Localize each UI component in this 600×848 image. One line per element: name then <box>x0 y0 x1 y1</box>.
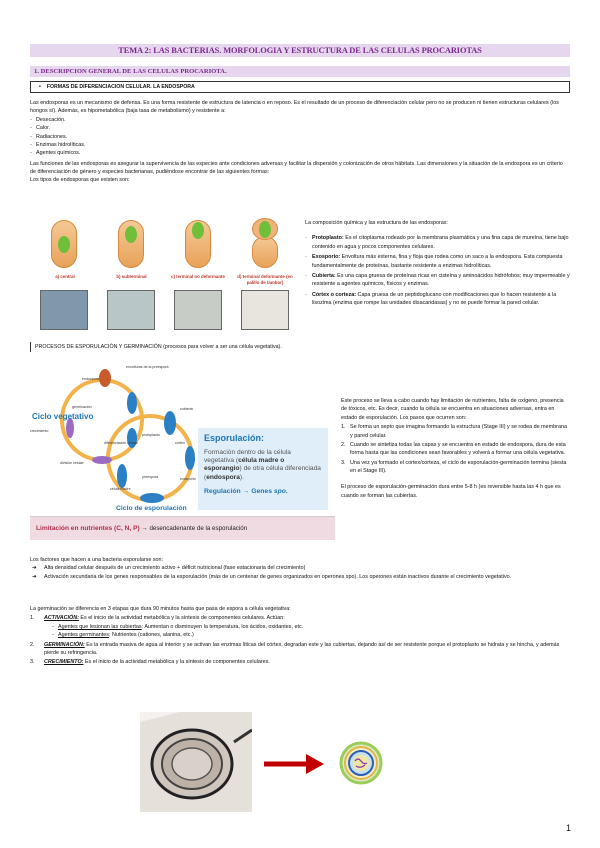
micrograph-image <box>107 290 155 330</box>
text-span: Es la entrada masiva de agua al interior y se activan las enzimas líticas del córtex, degradan este y las cubiertas, dejando así de ser resistente porque el protoplasto se hidrata y se hincha, y además pierde su refringencia. <box>44 641 560 656</box>
cell-drumstick <box>252 236 278 268</box>
term: Córtex o corteza: <box>312 291 357 298</box>
micrograph-image <box>40 290 88 330</box>
cycle-label: exosporio <box>180 477 196 481</box>
term: Protoplasto: <box>312 235 344 242</box>
intro-paragraph: Las endosporas es un mecanismo de defensa. Es una forma resistente de estructura de latencia o en reposo. Es el resultado de un proceso de diferenciación celular pero no se producen ni tienen estructuras celulares (los hongos sí). Además, es hipometabólica (baja tasa de metabolismo) y resistente a: <box>30 100 559 115</box>
definition: Capa gruesa de un peptidoglucano con modificaciones que lo hacen resistente a la lisozima (enzima que rompe las unidades disacaridasas) y no se puede formar la pared celular. <box>312 291 557 306</box>
sub-item <box>52 631 570 639</box>
cell-icon <box>99 369 111 387</box>
micrograph-image <box>241 290 289 330</box>
list-item: - Desecación. <box>30 116 570 124</box>
factor-text: Activación secundaria de los genes responsables de la esporulación (más de un centenar de genes organizados en operones spo). Los operones están inactivos durante el crecimiento vegetativo. <box>44 573 512 580</box>
term: ACTIVACIÓN: <box>44 615 79 622</box>
text-span: ). <box>239 473 244 481</box>
endospore-types-figure <box>30 212 300 332</box>
factor-text: Alta densidad celular después de un crecimiento activo + déficit nutricional (fase estacionaria del crecimiento) <box>44 565 306 572</box>
term: GERMINACIÓN: <box>44 641 85 648</box>
list-item: 3. Una vez ya formado el cortex/corteza, el ciclo de esporulación-germinación termina (siesta en el Stage III). <box>341 459 567 474</box>
list-item: 2. Cuando se sintetiza todas las capas y se encuentra en estado de endospora, dura de esta forma hasta que las condiciones sean favorables y volverá a formar una célula vegetativa. <box>341 441 566 457</box>
list-item: - Radiaciones. <box>30 133 570 141</box>
text-span: Es el inicio de la actividad metabólica y la síntesis de componentes celulares. <box>83 659 270 666</box>
cell-icon <box>117 464 127 488</box>
definition: Es una capa gruesa de proteínas ricas en cisteína y aminoácidos hidrófobos; muy impermeable y resistente a agentes químicos, físicos y enzimas. <box>312 272 570 288</box>
list-item <box>30 573 570 581</box>
sporulation-paragraph: Este proceso se lleva a cabo cuando hay limitación de nutrientes, falta de oxígeno, presencia de tóxicos, etc. Es decir, cuando la célula se encuentra en situaciones adversas, entra en estado de esporulación. Los pasos que ocurren son: <box>341 398 564 421</box>
sporulation-heading: Esporulación: <box>204 433 265 443</box>
micrograph-image <box>174 290 222 330</box>
step-text: Cuando se sintetiza todas las capas y se encuentra en estado de endospora, dura de esta forma hasta que las condiciones sean favorables y volverá a formar una célula vegetativa. <box>350 441 566 457</box>
subsection-title: FORMAS DE DIFERENCIACION CELULAR. LA ENDOSPORA <box>46 84 195 90</box>
spore-diagram <box>338 740 384 786</box>
text-span: Agentes que lesionan las cubiertas <box>58 623 142 630</box>
text-span: célula madre o esporangio <box>204 457 285 473</box>
list-item <box>305 234 570 251</box>
list-item: - Calor. <box>30 124 570 132</box>
cycle-label: diferenciación celular <box>104 441 138 445</box>
cycle-label: división celular <box>60 461 84 465</box>
list-item: 1. ACTIVACIÓN: Es el inicio de la actividad metabólica y la síntesis de componentes celulares. Actúan: - Agentes que lesionan las cubiertas: Aumentan o disminuyen la temperatura, los ácidos, oxidantes, etc. - Agentes germinantes; Nutrientes (cationes, alanina, etc.) <box>30 614 570 639</box>
list-item <box>305 291 570 308</box>
regulation-line <box>204 487 322 498</box>
arrow-icon <box>262 752 326 776</box>
text-span: endospora <box>206 473 240 481</box>
resist-list <box>30 116 570 158</box>
step-text: Se forma un septo que imagina formando la estructura (Stage III) y se rodea de membrana y pared celular. <box>350 424 567 439</box>
intro-block <box>30 99 570 185</box>
germination-intro: La germinación se diferencia en 3 etapas que dura 90 minutos hasta que pasa de espora a célula vegetativa: <box>30 606 291 612</box>
list-item: - Enzimas hidrolíticas. <box>30 141 570 149</box>
text-span: Formación dentro de la célula vegetativa ( <box>204 448 291 465</box>
list-item: 2. GERMINACIÓN: Es la entrada masiva de agua al interior y se activan las enzimas líticas del córtex, degradan este y las cubiertas, dejando así de ser resistente porque el protoplasto se hidrata y se hincha, y además pierde su refringencia. <box>30 641 560 656</box>
composition-block <box>305 219 570 309</box>
spore-icon <box>259 221 271 238</box>
cell-icon <box>92 456 112 464</box>
germination-list <box>30 614 570 666</box>
text-span: Agentes germinantes <box>58 632 109 639</box>
cell-terminal <box>185 220 211 268</box>
sporulation-tail: El proceso de esporulación-germinación dura entre 5-8 h (es reversible hasta las 4 h que es cuando se forman las cubiertas. <box>341 484 561 499</box>
label-terminal: c) terminal no deformante <box>171 274 225 279</box>
page-title: TEMA 2: LAS BACTERIAS. MORFOLOGIA Y ESTRUCTURA DE LAS CELULAS PROCARIOTAS <box>30 44 570 57</box>
text-span: Es el inicio de la actividad metabólica y la síntesis de componentes celulares. Actúan: <box>78 615 285 622</box>
step-text: Una vez ya formado el cortex/corteza, el ciclo de esporulación-germinación termina (siesta en el Stage III). <box>350 459 567 474</box>
label-subterminal: b) subterminal <box>116 274 147 279</box>
arrow-icon: ➔ <box>32 573 37 580</box>
cell-icon <box>185 446 195 470</box>
spore-icon <box>192 222 204 239</box>
text-span: ) de otra célula diferenciada ( <box>204 465 321 481</box>
list-item: 3. CRECIMIENTO: Es el inicio de la actividad metabólica y la síntesis de componentes celulares. <box>30 659 270 666</box>
cycle-diagram <box>30 358 200 516</box>
cycle-label: protoplasto <box>142 433 160 437</box>
list-item: 1. Se forma un septo que imagina formando la estructura (Stage III) y se rodea de membrana y pared celular. <box>341 424 567 439</box>
nutrient-limitation-banner <box>30 516 335 540</box>
spore-micrograph <box>140 712 252 812</box>
text-span: Limitación en nutrientes (C, N, P) <box>36 525 140 532</box>
cycle-label: envolturas de la preespora <box>126 365 169 369</box>
cycle-label: preespora <box>142 475 159 479</box>
cell-icon <box>140 493 164 503</box>
composition-heading: La composición química y las estructura de las endosporas: <box>305 220 448 226</box>
cell-subterminal <box>118 220 144 268</box>
list-item <box>305 272 570 289</box>
bullet-icon: • <box>39 84 41 90</box>
cycle-label: cubierta <box>180 407 193 411</box>
term: Cubierta: <box>312 272 336 279</box>
sporulation-description <box>204 449 322 482</box>
term: Exosporio: <box>312 254 341 261</box>
label-central: a) central <box>55 274 75 279</box>
definition: Envoltura más externa, fina y floja que rodea como un saco a la endospora. Esta compuesta fundamentalmente de proteínas, bastante resistente a enzimas hidrolíticas. <box>312 254 563 269</box>
definition: Es el citoplasma rodeado por la membrana plasmática y una fina capa de mureína, tiene bajo contenido en agua y pocos componentes celulares. <box>312 235 569 250</box>
text-span: → desencadenante de la esporulación <box>141 525 248 532</box>
sporulation-steps <box>341 423 570 475</box>
spore-icon <box>125 226 137 243</box>
sub-list <box>44 623 570 640</box>
sporulation-text-block <box>341 397 570 500</box>
germination-block <box>30 605 570 668</box>
process-heading: PROCESOS DE ESPORULACIÓN Y GERMINACIÓN (procesos para volver a ser una célula vegetativa). <box>30 342 375 352</box>
cell-icon <box>127 392 137 414</box>
label-drumstick: d) terminal deformante (en palillo de tambor) <box>237 274 293 285</box>
factors-list <box>30 564 570 581</box>
factors-block <box>30 556 570 581</box>
list-item: - Agentes químicos. <box>30 149 570 157</box>
cycle-label: célula madre <box>110 487 131 491</box>
text-span: Regulación → Genes <box>204 487 274 495</box>
text-span: spo. <box>273 487 288 495</box>
cycle-label: endospora <box>82 377 99 381</box>
cell-icon <box>164 411 176 435</box>
sub-item <box>52 623 570 631</box>
types-paragraph: Los tipos de endosporas que existen son: <box>30 177 130 184</box>
arrow-icon: ➔ <box>32 565 37 572</box>
cycle-label: germinación <box>72 405 92 409</box>
term: CRECIMIENTO: <box>44 659 84 666</box>
sporulation-cycle-figure <box>30 358 335 542</box>
page-number: 1 <box>566 823 572 833</box>
cycle-label: córtex <box>175 441 185 445</box>
text-span: : Aumentan o disminuyen la temperatura, los ácidos, oxidantes, etc. <box>141 623 304 630</box>
spore-icon <box>58 236 70 253</box>
sporulation-info-box <box>198 428 328 510</box>
functions-paragraph: Las funciones de las endosporas es asegurar la supervivencia de las especies ante condiciones adversas y facilitar la dispersión y colonización de otros hábitats. Las dimensiones y la situación de la endospora es un criterio de diferenciación de género y especies bacterianas, pudiéndose encontrar de las siguientes formas: <box>30 160 563 175</box>
cell-central <box>51 220 77 268</box>
composition-list <box>305 234 570 307</box>
factors-intro: Los factores que hacen a una bacteria esporularse son: <box>30 557 164 563</box>
list-item <box>30 564 570 572</box>
subsection-box <box>30 81 570 93</box>
list-item <box>305 253 570 270</box>
vegetative-cycle-title: Ciclo vegetativo <box>32 412 94 421</box>
cycle-label: crecimiento <box>30 429 49 433</box>
sporulation-cycle-title: Ciclo de esporulación <box>116 505 187 512</box>
text-span: ; Nutrientes (cationes, alanina, etc.) <box>108 632 194 639</box>
section-heading: 1. DESCRIPCION GENERAL DE LAS CELULAS PROCARIOTA. <box>30 66 570 77</box>
